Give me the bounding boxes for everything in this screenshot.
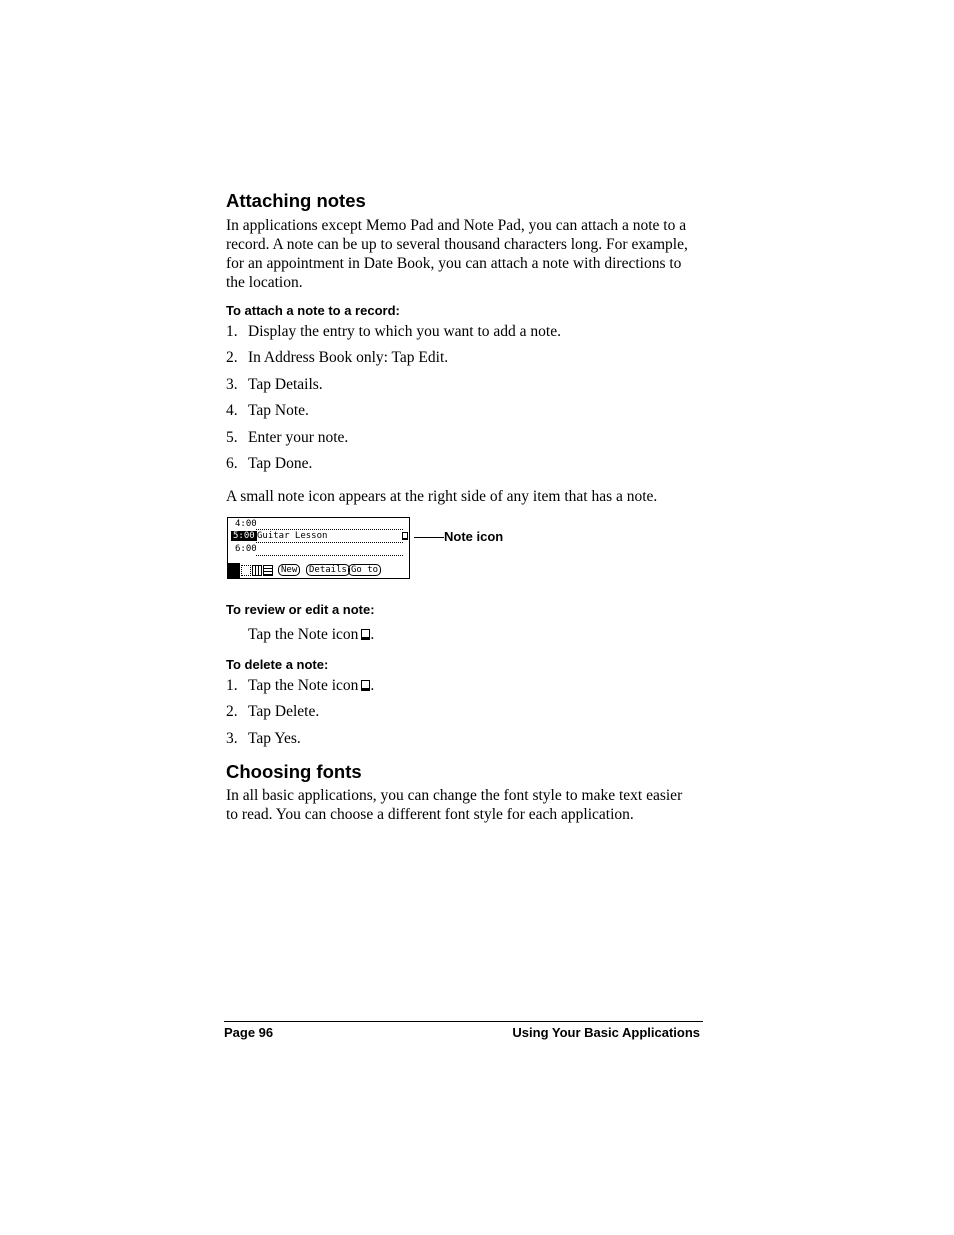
list-item [226,730,706,750]
list-item [226,349,706,369]
step-text: Enter your note. [248,429,349,446]
step-number: 1. [226,323,238,340]
step-text: Tap Note. [248,402,309,419]
step-text [248,677,374,695]
step-number: 6. [226,455,238,472]
agenda-view-icon [263,565,273,576]
time-label: 4:00 [235,519,257,529]
step-text: Tap Delete. [248,703,320,720]
step-number: 5. [226,429,238,446]
callout-note-icon: Note icon [444,529,504,544]
section-heading-choosing-fonts: Choosing fonts [226,761,362,782]
month-view-icon [252,565,262,576]
step-text-main: Tap the Note icon [248,677,359,694]
step-number: 1. [226,677,238,694]
list-item [226,677,706,697]
goto-button[interactable]: Go to [348,564,381,576]
time-label: 6:00 [235,544,257,554]
step-number: 4. [226,402,238,419]
review-step-text: Tap the Note icon [248,626,359,643]
list-item [226,402,706,422]
step-number: 3. [226,376,238,393]
step-text: Tap Yes. [248,730,301,747]
choosing-fonts-intro: In all basic applications, you can change the font style to make text easier to read. You can choose a different font style for each application. [226,787,683,823]
datebook-screenshot [227,517,410,579]
step-number: 3. [226,730,238,747]
week-view-icon [241,565,251,576]
day-view-icon [228,563,240,578]
footer-rule [224,1021,703,1022]
list-item [226,323,706,343]
review-step-suffix: . [370,626,375,643]
appointment-entry: Guitar Lesson [257,531,328,541]
step-text: In Address Book only: Tap Edit. [248,349,449,366]
time-label-selected: 5:00 [233,531,255,541]
divider [256,542,403,543]
review-step [248,626,374,644]
step-number: 2. [226,703,238,720]
step-number: 2. [226,349,238,366]
attaching-notes-intro: In applications except Memo Pad and Note Pad, you can attach a note to a record. A note can be up to several thousand characters long. For example, for an appointment in Date Book, you can attach a note with directions to the location. [226,217,688,291]
new-button[interactable]: New [278,564,300,576]
procedure-title-delete: To delete a note: [226,657,329,672]
note-icon [402,532,408,540]
page-number: Page 96 [224,1025,274,1040]
details-button[interactable]: Details [306,564,350,576]
list-item [226,455,706,475]
step-text-suffix: . [370,677,375,694]
step-text: Tap Done. [248,455,313,472]
list-item [226,376,706,396]
attach-steps-list [226,323,706,483]
step-text: Tap Details. [248,376,323,393]
note-icon-description: A small note icon appears at the right side of any item that has a note. [226,488,658,505]
list-item [226,429,706,449]
divider [256,555,403,556]
delete-steps-list [226,677,706,752]
callout-line [414,537,444,538]
procedure-title-review: To review or edit a note: [226,602,375,617]
chapter-title: Using Your Basic Applications [512,1025,700,1040]
divider [256,529,403,530]
list-item [226,703,706,723]
procedure-title-attach: To attach a note to a record: [226,303,400,318]
section-heading-attaching-notes: Attaching notes [226,190,366,211]
step-text: Display the entry to which you want to add a note. [248,323,561,340]
